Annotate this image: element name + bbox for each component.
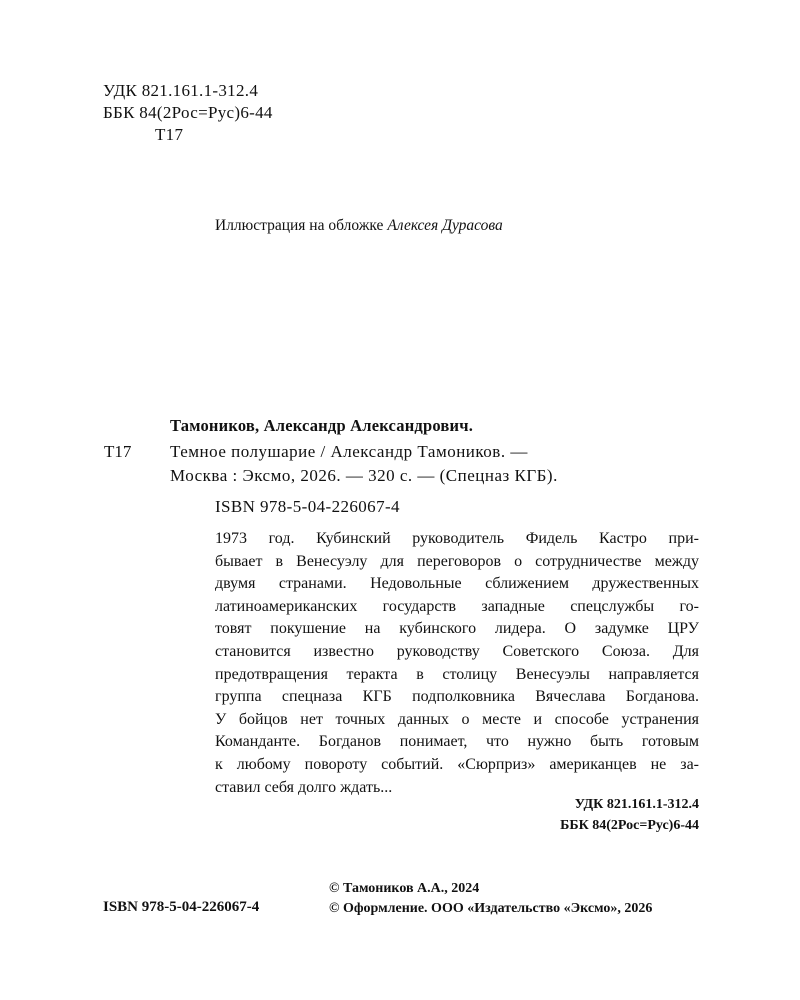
annotation-line: становится известно руководству Советского Союза. Для xyxy=(215,642,699,660)
catalog-codes-top xyxy=(103,80,273,146)
udk-code: УДК 821.161.1-312.4 xyxy=(103,81,259,100)
copyright-author: © Тамоников А.А., 2024 xyxy=(329,881,480,896)
classification-bbk: ББК 84(2Рос=Рус)6-44 xyxy=(560,818,699,833)
record-title-line-2: Москва : Эксмо, 2026. — 320 с. — (Спецназ КГБ). xyxy=(170,466,558,485)
annotation-line: Команданте. Богданов понимает, что нужно быть готовым xyxy=(215,733,699,751)
annotation-line: 1973 год. Кубинский руководитель Фидель Кастро при- xyxy=(215,530,699,547)
classification-udk: УДК 821.161.1-312.4 xyxy=(574,797,699,812)
annotation-line: предотвращения теракта в столицу Венесуэлы направляется xyxy=(215,665,699,683)
record-isbn: ISBN 978-5-04-226067-4 xyxy=(215,497,400,516)
footer-isbn: ISBN 978-5-04-226067-4 xyxy=(103,899,260,915)
annotation-line: У бойцов нет точных данных о месте и способе устранения xyxy=(215,710,699,728)
record-title-line-1: Темное полушарие / Александр Тамоников. — xyxy=(170,442,528,461)
annotation-line: товят покушение на кубинского лидера. О задумке ЦРУ xyxy=(215,620,699,638)
annotation-line: латиноамериканских государств западные спецслужбы го- xyxy=(215,597,699,615)
author-mark: Т17 xyxy=(155,125,184,144)
illustration-artist: Алексея Дурасова xyxy=(387,217,503,234)
annotation-line: бывает в Венесуэлу для переговоров о сотрудничестве между xyxy=(215,552,699,570)
copyright-design: © Оформление. ООО «Издательство «Эксмо», 2026 xyxy=(329,901,653,916)
illustration-credit-prefix: Иллюстрация на обложке xyxy=(215,217,388,234)
bbk-code: ББК 84(2Рос=Рус)6-44 xyxy=(103,103,273,122)
annotation-line: к любому повороту событий. «Сюрприз» американцев не за- xyxy=(215,755,699,773)
record-author-mark: Т17 xyxy=(104,442,132,461)
annotation-line: двумя странами. Недовольные сближением дружественных xyxy=(215,575,699,593)
annotation-paragraph xyxy=(215,528,699,799)
annotation-line: группа спецназа КГБ подполковника Вячеслава Богданова. xyxy=(215,688,699,706)
annotation-line: ставил себя долго ждать... xyxy=(215,778,393,796)
illustration-credit xyxy=(215,217,503,235)
record-author: Тамоников, Александр Александрович. xyxy=(170,416,474,435)
